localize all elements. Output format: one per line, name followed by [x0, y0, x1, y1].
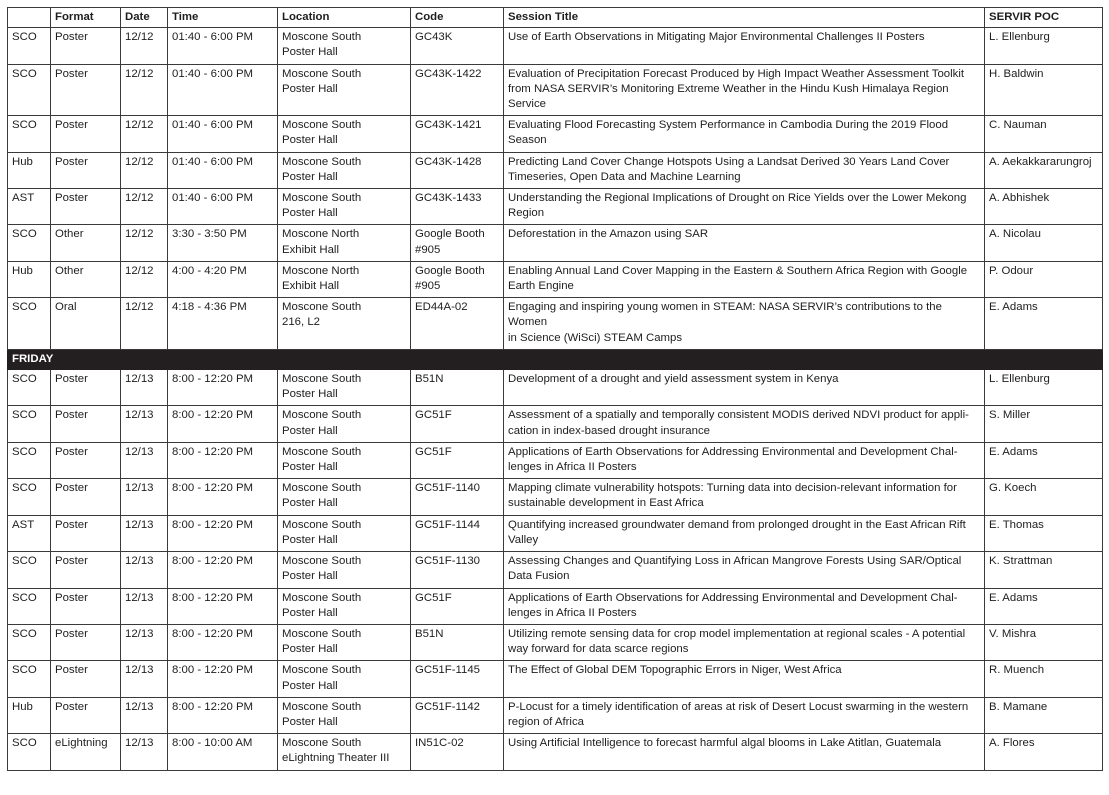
- cell-time: 4:18 - 4:36 PM: [168, 298, 278, 350]
- cell-time: 8:00 - 10:00 AM: [168, 734, 278, 770]
- cell-session-title: Applications of Earth Observations for Addressing Environmental and Development Chal- lenges in Africa II Posters: [504, 588, 985, 624]
- cell-time: 01:40 - 6:00 PM: [168, 28, 278, 64]
- cell-servir-poc: L. Ellenburg: [985, 370, 1103, 406]
- cell-team: AST: [8, 515, 51, 551]
- cell-session-title: Predicting Land Cover Change Hotspots Using a Landsat Derived 30 Years Land Cover Timeseries, Open Data and Machine Learning: [504, 152, 985, 188]
- cell-location: Moscone South Poster Hall: [278, 116, 411, 152]
- cell-time: 8:00 - 12:20 PM: [168, 406, 278, 442]
- cell-session-title: Quantifying increased groundwater demand from prolonged drought in the East African Rift Valley: [504, 515, 985, 551]
- cell-code: GC43K-1422: [411, 64, 504, 116]
- cell-servir-poc: R. Muench: [985, 661, 1103, 697]
- cell-format: eLightning: [51, 734, 121, 770]
- cell-team: SCO: [8, 116, 51, 152]
- cell-time: 3:30 - 3:50 PM: [168, 225, 278, 261]
- cell-location: Moscone South Poster Hall: [278, 479, 411, 515]
- cell-session-title: Assessing Changes and Quantifying Loss in African Mangrove Forests Using SAR/Optical Data Fusion: [504, 552, 985, 588]
- table-row: [8, 225, 1103, 261]
- cell-date: 12/13: [121, 697, 168, 733]
- cell-date: 12/13: [121, 734, 168, 770]
- cell-format: Poster: [51, 406, 121, 442]
- cell-date: 12/12: [121, 225, 168, 261]
- cell-location: Moscone South Poster Hall: [278, 515, 411, 551]
- cell-team: SCO: [8, 225, 51, 261]
- cell-location: Moscone South Poster Hall: [278, 697, 411, 733]
- cell-session-title: Enabling Annual Land Cover Mapping in the Eastern & Southern Africa Region with Google Earth Engine: [504, 261, 985, 297]
- cell-location: Moscone South Poster Hall: [278, 64, 411, 116]
- cell-team: SCO: [8, 298, 51, 350]
- cell-date: 12/12: [121, 28, 168, 64]
- cell-code: GC51F-1142: [411, 697, 504, 733]
- cell-session-title: Evaluation of Precipitation Forecast Produced by High Impact Weather Assessment Toolkit from NASA SERVIR’s Monitoring Extreme Weather in the Hindu Kush Himalaya Region Service: [504, 64, 985, 116]
- cell-format: Poster: [51, 588, 121, 624]
- cell-servir-poc: A. Aekakkararungroj: [985, 152, 1103, 188]
- table-row: [8, 515, 1103, 551]
- cell-team: SCO: [8, 661, 51, 697]
- cell-session-title: Development of a drought and yield assessment system in Kenya: [504, 370, 985, 406]
- cell-location: Moscone South Poster Hall: [278, 189, 411, 225]
- table-row: [8, 479, 1103, 515]
- cell-format: Poster: [51, 552, 121, 588]
- header-date: Date: [121, 8, 168, 28]
- cell-code: GC51F: [411, 406, 504, 442]
- cell-date: 12/12: [121, 261, 168, 297]
- cell-session-title: Applications of Earth Observations for Addressing Environmental and Development Chal- lenges in Africa II Posters: [504, 442, 985, 478]
- table-row: [8, 406, 1103, 442]
- cell-code: ED44A-02: [411, 298, 504, 350]
- thursday-sessions: [8, 28, 1103, 350]
- table-row: [8, 370, 1103, 406]
- table-row: [8, 442, 1103, 478]
- cell-location: Moscone South Poster Hall: [278, 624, 411, 660]
- cell-format: Poster: [51, 189, 121, 225]
- cell-code: GC51F-1145: [411, 661, 504, 697]
- cell-date: 12/13: [121, 624, 168, 660]
- cell-format: Poster: [51, 661, 121, 697]
- cell-format: Poster: [51, 515, 121, 551]
- table-row: [8, 588, 1103, 624]
- cell-date: 12/12: [121, 116, 168, 152]
- cell-date: 12/13: [121, 370, 168, 406]
- table-row: [8, 697, 1103, 733]
- cell-date: 12/13: [121, 661, 168, 697]
- cell-time: 8:00 - 12:20 PM: [168, 442, 278, 478]
- cell-date: 12/13: [121, 406, 168, 442]
- cell-team: SCO: [8, 588, 51, 624]
- cell-code: GC51F: [411, 442, 504, 478]
- cell-servir-poc: H. Baldwin: [985, 64, 1103, 116]
- cell-location: Moscone South Poster Hall: [278, 370, 411, 406]
- cell-date: 12/13: [121, 588, 168, 624]
- cell-time: 01:40 - 6:00 PM: [168, 64, 278, 116]
- header-format: Format: [51, 8, 121, 28]
- table-row: [8, 152, 1103, 188]
- cell-code: GC43K: [411, 28, 504, 64]
- cell-format: Other: [51, 225, 121, 261]
- cell-format: Poster: [51, 152, 121, 188]
- cell-date: 12/13: [121, 515, 168, 551]
- cell-servir-poc: E. Adams: [985, 298, 1103, 350]
- cell-team: AST: [8, 189, 51, 225]
- friday-sessions: [8, 370, 1103, 770]
- header-row: [8, 8, 1103, 28]
- cell-team: SCO: [8, 624, 51, 660]
- cell-team: SCO: [8, 64, 51, 116]
- cell-servir-poc: E. Adams: [985, 588, 1103, 624]
- cell-code: GC51F-1130: [411, 552, 504, 588]
- cell-format: Poster: [51, 624, 121, 660]
- cell-servir-poc: V. Mishra: [985, 624, 1103, 660]
- cell-servir-poc: A. Nicolau: [985, 225, 1103, 261]
- header-team: [8, 8, 51, 28]
- cell-servir-poc: E. Adams: [985, 442, 1103, 478]
- day-label: FRIDAY: [8, 349, 1103, 369]
- cell-location: Moscone South eLightning Theater III: [278, 734, 411, 770]
- cell-time: 01:40 - 6:00 PM: [168, 189, 278, 225]
- cell-session-title: Engaging and inspiring young women in STEAM: NASA SERVIR’s contributions to the Women in Science (WiSci) STEAM Camps: [504, 298, 985, 350]
- cell-code: GC51F: [411, 588, 504, 624]
- cell-date: 12/12: [121, 189, 168, 225]
- cell-code: GC43K-1428: [411, 152, 504, 188]
- cell-time: 4:00 - 4:20 PM: [168, 261, 278, 297]
- cell-format: Poster: [51, 370, 121, 406]
- cell-date: 12/13: [121, 552, 168, 588]
- cell-session-title: Understanding the Regional Implications of Drought on Rice Yields over the Lower Mekong Region: [504, 189, 985, 225]
- cell-location: Moscone North Exhibit Hall: [278, 261, 411, 297]
- cell-code: Google Booth #905: [411, 225, 504, 261]
- cell-code: GC51F-1140: [411, 479, 504, 515]
- cell-code: Google Booth #905: [411, 261, 504, 297]
- cell-code: IN51C-02: [411, 734, 504, 770]
- cell-servir-poc: A. Flores: [985, 734, 1103, 770]
- header-servir-poc: SERVIR POC: [985, 8, 1103, 28]
- cell-session-title: Use of Earth Observations in Mitigating Major Environmental Challenges II Posters: [504, 28, 985, 64]
- cell-code: GC43K-1433: [411, 189, 504, 225]
- cell-code: B51N: [411, 624, 504, 660]
- header-code: Code: [411, 8, 504, 28]
- cell-session-title: Deforestation in the Amazon using SAR: [504, 225, 985, 261]
- cell-format: Poster: [51, 64, 121, 116]
- cell-location: Moscone South Poster Hall: [278, 406, 411, 442]
- cell-location: Moscone South Poster Hall: [278, 661, 411, 697]
- cell-servir-poc: P. Odour: [985, 261, 1103, 297]
- cell-date: 12/12: [121, 298, 168, 350]
- cell-servir-poc: C. Nauman: [985, 116, 1103, 152]
- cell-format: Poster: [51, 479, 121, 515]
- table-row: [8, 189, 1103, 225]
- cell-time: 8:00 - 12:20 PM: [168, 697, 278, 733]
- cell-servir-poc: A. Abhishek: [985, 189, 1103, 225]
- cell-session-title: Utilizing remote sensing data for crop model implementation at regional scales - A potential way forward for data scarce regions: [504, 624, 985, 660]
- header-location: Location: [278, 8, 411, 28]
- cell-time: 8:00 - 12:20 PM: [168, 515, 278, 551]
- day-row-friday: [8, 349, 1103, 369]
- cell-date: 12/12: [121, 64, 168, 116]
- cell-team: Hub: [8, 697, 51, 733]
- cell-format: Poster: [51, 28, 121, 64]
- cell-format: Other: [51, 261, 121, 297]
- table-row: [8, 28, 1103, 64]
- cell-format: Oral: [51, 298, 121, 350]
- cell-time: 01:40 - 6:00 PM: [168, 152, 278, 188]
- day-divider: [8, 349, 1103, 369]
- cell-session-title: Mapping climate vulnerability hotspots: Turning data into decision-relevant information for sustainable development in East Africa: [504, 479, 985, 515]
- table-row: [8, 734, 1103, 770]
- cell-format: Poster: [51, 116, 121, 152]
- cell-time: 8:00 - 12:20 PM: [168, 624, 278, 660]
- table-row: [8, 64, 1103, 116]
- cell-date: 12/13: [121, 479, 168, 515]
- cell-team: Hub: [8, 152, 51, 188]
- cell-date: 12/12: [121, 152, 168, 188]
- table-row: [8, 116, 1103, 152]
- session-schedule-table: [7, 7, 1103, 771]
- cell-team: SCO: [8, 479, 51, 515]
- cell-session-title: P-Locust for a timely identification of areas at risk of Desert Locust swarming in the western region of Africa: [504, 697, 985, 733]
- cell-code: GC51F-1144: [411, 515, 504, 551]
- cell-location: Moscone South Poster Hall: [278, 152, 411, 188]
- cell-team: SCO: [8, 734, 51, 770]
- cell-servir-poc: E. Thomas: [985, 515, 1103, 551]
- cell-session-title: The Effect of Global DEM Topographic Errors in Niger, West Africa: [504, 661, 985, 697]
- cell-team: SCO: [8, 442, 51, 478]
- table-row: [8, 552, 1103, 588]
- table-row: [8, 624, 1103, 660]
- cell-time: 8:00 - 12:20 PM: [168, 588, 278, 624]
- cell-session-title: Using Artificial Intelligence to forecast harmful algal blooms in Lake Atitlan, Guatemala: [504, 734, 985, 770]
- cell-servir-poc: S. Miller: [985, 406, 1103, 442]
- header-session-title: Session Title: [504, 8, 985, 28]
- cell-servir-poc: G. Koech: [985, 479, 1103, 515]
- cell-servir-poc: L. Ellenburg: [985, 28, 1103, 64]
- cell-team: SCO: [8, 370, 51, 406]
- cell-location: Moscone South Poster Hall: [278, 28, 411, 64]
- cell-location: Moscone South 216, L2: [278, 298, 411, 350]
- cell-session-title: Evaluating Flood Forecasting System Performance in Cambodia During the 2019 Flood Season: [504, 116, 985, 152]
- cell-code: GC43K-1421: [411, 116, 504, 152]
- cell-time: 8:00 - 12:20 PM: [168, 552, 278, 588]
- cell-servir-poc: B. Mamane: [985, 697, 1103, 733]
- cell-team: SCO: [8, 28, 51, 64]
- cell-time: 8:00 - 12:20 PM: [168, 661, 278, 697]
- cell-location: Moscone South Poster Hall: [278, 588, 411, 624]
- cell-date: 12/13: [121, 442, 168, 478]
- cell-time: 8:00 - 12:20 PM: [168, 479, 278, 515]
- cell-servir-poc: K. Strattman: [985, 552, 1103, 588]
- cell-time: 01:40 - 6:00 PM: [168, 116, 278, 152]
- cell-format: Poster: [51, 442, 121, 478]
- table-row: [8, 661, 1103, 697]
- cell-location: Moscone South Poster Hall: [278, 552, 411, 588]
- table-row: [8, 298, 1103, 350]
- cell-time: 8:00 - 12:20 PM: [168, 370, 278, 406]
- cell-team: SCO: [8, 406, 51, 442]
- cell-format: Poster: [51, 697, 121, 733]
- cell-team: SCO: [8, 552, 51, 588]
- cell-session-title: Assessment of a spatially and temporally consistent MODIS derived NDVI product for appli- cation in index-based drought insurance: [504, 406, 985, 442]
- cell-code: B51N: [411, 370, 504, 406]
- cell-team: Hub: [8, 261, 51, 297]
- cell-location: Moscone South Poster Hall: [278, 442, 411, 478]
- table-row: [8, 261, 1103, 297]
- header-time: Time: [168, 8, 278, 28]
- cell-location: Moscone North Exhibit Hall: [278, 225, 411, 261]
